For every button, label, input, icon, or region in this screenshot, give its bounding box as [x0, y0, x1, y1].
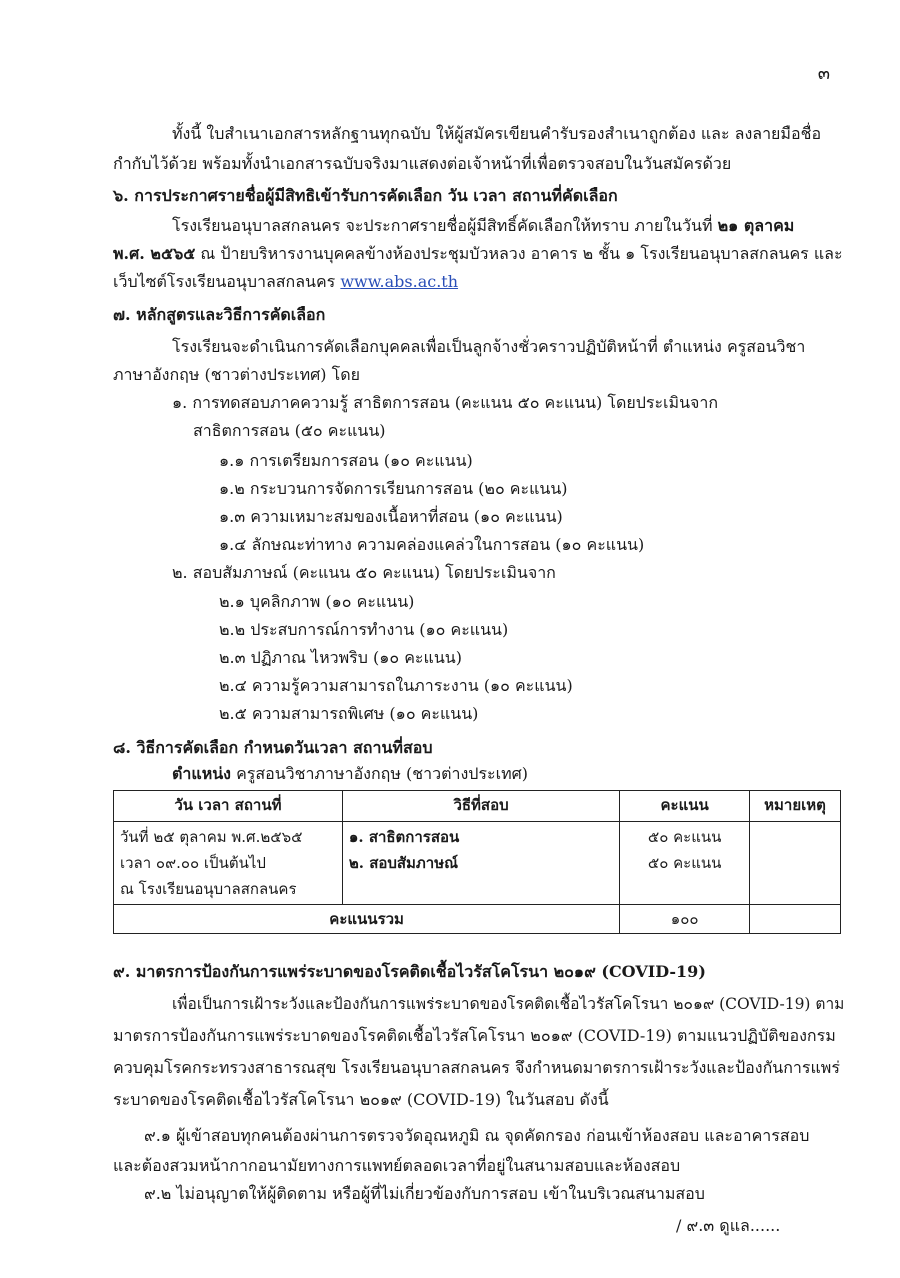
section6-line-3 — [113, 271, 458, 293]
cell-score — [620, 822, 750, 905]
announce-date: ๒๑ ตุลาคม — [717, 216, 795, 235]
list-item: ๒.๔ ความรู้ความสามารถในภาระงาน (๑๐ คะแนน) — [219, 676, 573, 695]
section9-para-line: เพื่อเป็นการเฝ้าระวังและป้องกันการแพร่ระบาดของโรคติดเชื้อไวรัสโคโรนา ๒๐๑๙ (COVID-19) ตาม — [172, 995, 845, 1013]
section7-line-2: ภาษาอังกฤษ (ชาวต่างประเทศ) โดย — [113, 365, 360, 384]
list-item: ๒.๕ ความสามารถพิเศษ (๑๐ คะแนน) — [219, 704, 479, 723]
section9-heading: ๙. มาตรการป้องกันการแพร่ระบาดของโรคติดเชื้อไวรัสโคโรนา ๒๐๑๙ (COVID-19) — [113, 962, 706, 981]
section6-line-2 — [113, 243, 843, 265]
section9-para-line: มาตรการป้องกันการแพร่ระบาดของโรคติดเชื้อไวรัสโคโรนา ๒๐๑๙ (COVID-19) ตามแนวปฏิบัติของกรม — [113, 1026, 836, 1045]
list-item: ๑.๑ การเตรียมการสอน (๑๐ คะแนน) — [219, 451, 473, 470]
list-item: ๒.๑ บุคลิกภาพ (๑๐ คะแนน) — [219, 592, 415, 611]
list-item: ๑.๔ ลักษณะท่าทาง ความคล่องแคล่วในการสอน (๑๐ คะแนน) — [219, 535, 645, 554]
method-item: ๒. สอบสัมภาษณ์ — [348, 854, 459, 872]
section9-item-1-line: ๙.๑ ผู้เข้าสอบทุกคนต้องผ่านการตรวจวัดอุณหภูมิ ณ จุดคัดกรอง ก่อนเข้าห้องสอบ และอาคารสอบ — [144, 1126, 810, 1145]
list-item: ๑.๓ ความเหมาะสมของเนื้อหาที่สอน (๑๐ คะแนน) — [219, 507, 563, 526]
section7-item-1: ๑. การทดสอบภาคความรู้ สาธิตการสอน (คะแนน ๕๐ คะแนน) โดยประเมินจาก — [172, 393, 719, 412]
intro-line-1: ทั้งนี้ ใบสำเนาเอกสารหลักฐานทุกฉบับ ให้ผู้สมัครเขียนคำรับรองสำเนาถูกต้อง และ ลงลายมือชื่อ — [172, 124, 822, 143]
position-value: ครูสอนวิชาภาษาอังกฤษ (ชาวต่างประเทศ) — [230, 764, 529, 783]
score-item: ๕๐ คะแนน — [647, 828, 722, 846]
section6-line-1-text: โรงเรียนอนุบาลสกลนคร จะประกาศรายชื่อผู้มีสิทธิ์คัดเลือกให้ทราบ ภายในวันที่ — [172, 216, 718, 235]
section9-para-line: ควบคุมโรคกระทรวงสาธารณสุข โรงเรียนอนุบาลสกลนคร จึงกำหนดมาตรการเฝ้าระวังและป้องกันการแพร่ — [113, 1058, 840, 1077]
total-value: ๑๐๐ — [620, 905, 750, 934]
header-score: คะแนน — [620, 791, 750, 822]
table-header-row — [114, 791, 841, 822]
total-label: คะแนนรวม — [114, 905, 620, 934]
cell-when — [114, 822, 343, 905]
schedule-table — [113, 790, 841, 934]
announce-year: พ.ศ. ๒๕๖๕ — [113, 244, 196, 263]
position-line — [172, 763, 528, 785]
section9-para-line: ระบาดของโรคติดเชื้อไวรัสโคโรนา ๒๐๑๙ (COVID-19) ในวันสอบ ดังนี้ — [113, 1090, 609, 1109]
section9-item-1-line: และต้องสวมหน้ากากอนามัยทางการแพทย์ตลอดเวลาที่อยู่ในสนามสอบและห้องสอบ — [113, 1156, 681, 1175]
intro-line-2: กำกับไว้ด้วย พร้อมทั้งนำเอกสารฉบับจริงมาแสดงต่อเจ้าหน้าที่เพื่อตรวจสอบในวันสมัครด้วย — [113, 154, 732, 173]
list-item: ๑.๒ กระบวนการจัดการเรียนการสอน (๒๐ คะแนน) — [219, 479, 568, 498]
table-row — [114, 822, 841, 905]
when-place: ณ โรงเรียนอนุบาลสกลนคร — [120, 880, 297, 898]
when-date: วันที่ ๒๕ ตุลาคม พ.ศ.๒๕๖๕ — [120, 828, 303, 846]
total-remark — [750, 905, 841, 934]
header-when: วัน เวลา สถานที่ — [114, 791, 343, 822]
section7-item-2: ๒. สอบสัมภาษณ์ (คะแนน ๕๐ คะแนน) โดยประเมินจาก — [172, 563, 556, 582]
list-item: ๒.๒ ประสบการณ์การทำงาน (๑๐ คะแนน) — [219, 620, 509, 639]
section6-heading: ๖. การประกาศรายชื่อผู้มีสิทธิเข้ารับการคัดเลือก วัน เวลา สถานที่คัดเลือก — [113, 186, 618, 205]
list-item: ๒.๓ ปฏิภาณ ไหวพริบ (๑๐ คะแนน) — [219, 648, 462, 667]
section6-line-1 — [172, 215, 794, 237]
section6-line-3-text: เว็บไซต์โรงเรียนอนุบาลสกลนคร — [113, 272, 341, 291]
cell-remark — [750, 822, 841, 905]
section7-item-1-sub: สาธิตการสอน (๕๐ คะแนน) — [193, 421, 386, 440]
section9-item-2: ๙.๒ ไม่อนุญาตให้ผู้ติดตาม หรือผู้ที่ไม่เกี่ยวข้องกับการสอบ เข้าในบริเวณสนามสอบ — [144, 1184, 705, 1203]
section7-line-1: โรงเรียนจะดำเนินการคัดเลือกบุคคลเพื่อเป็นลูกจ้างชั่วคราวปฏิบัติหน้าที่ ตำแหน่ง ครูสอนวิชา — [172, 337, 806, 356]
page-number: ๓ — [817, 63, 830, 84]
when-time: เวลา ๐๙.๐๐ เป็นต้นไป — [120, 854, 266, 872]
header-remark: หมายเหตุ — [750, 791, 841, 822]
header-method: วิธีที่สอบ — [342, 791, 619, 822]
table-total-row — [114, 905, 841, 934]
continuation-note: / ๙.๓ ดูแล...... — [676, 1216, 781, 1235]
section6-line-2-text: ณ ป้ายบริหารงานบุคคลข้างห้องประชุมบัวหลวง อาคาร ๒ ชั้น ๑ โรงเรียนอนุบาลสกลนคร และ — [195, 244, 843, 263]
website-link[interactable]: www.abs.ac.th — [340, 272, 459, 291]
section7-heading: ๗. หลักสูตรและวิธีการคัดเลือก — [113, 305, 326, 324]
method-item: ๑. สาธิตการสอน — [348, 828, 460, 846]
section8-heading: ๘. วิธีการคัดเลือก กำหนดวันเวลา สถานที่สอบ — [113, 738, 433, 757]
score-item: ๕๐ คะแนน — [647, 854, 722, 872]
cell-method — [342, 822, 619, 905]
position-label: ตำแหน่ง — [172, 764, 231, 783]
